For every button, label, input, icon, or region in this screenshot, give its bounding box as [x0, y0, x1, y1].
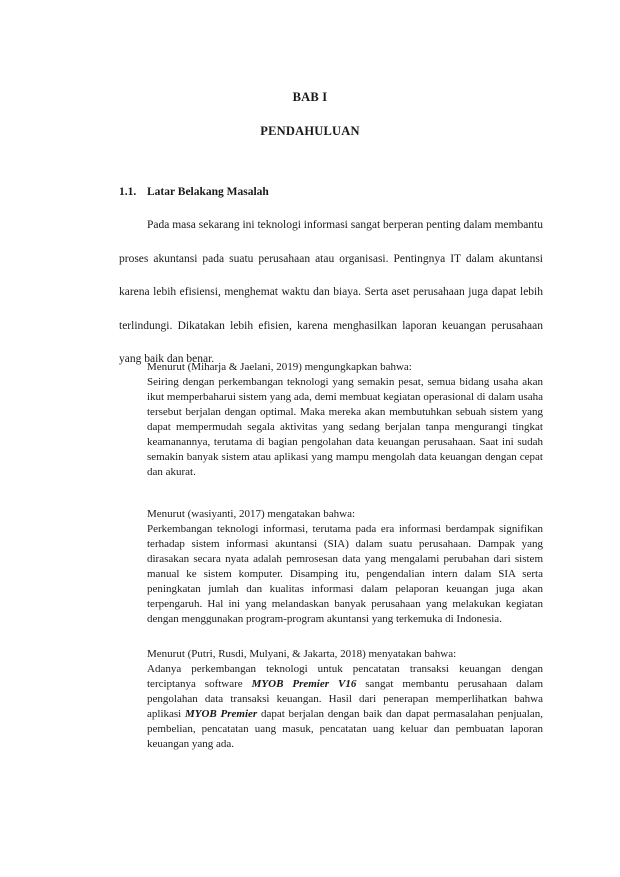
chapter-label: BAB I	[292, 90, 328, 104]
quote-text	[147, 662, 543, 752]
software-name-emphasis: MYOB Premier V16	[251, 678, 357, 690]
quote-block-putri	[147, 647, 543, 752]
quote-text-part: Adanya perkembangan teknologi untuk pencatatan transaksi keuangan dengan terciptanya software	[147, 663, 543, 690]
quote-intro: Menurut (wasiyanti, 2017) mengatakan bahwa:	[147, 508, 356, 520]
software-name-emphasis: MYOB Premier	[184, 708, 258, 720]
quote-intro: Menurut (Miharja & Jaelani, 2019) mengungkapkan bahwa:	[147, 361, 412, 373]
chapter-title: PENDAHULUAN	[260, 124, 360, 138]
intro-paragraph	[119, 209, 543, 377]
quote-text: Perkembangan teknologi informasi, terutama pada era informasi berdampak signifikan terhadap sistem informasi akuntansi (SIA) dalam suatu perusahaan. Dampak yang dirasakan secara nyata adalah pemrosesan data yang mengalami perubahan dari sistem manual ke sistem komputer. Disamping itu, pengendalian intern dalam SIA serta peningkatan jumlah dan kualitas informasi dalam pelaporan keuangan juga akan terpengaruh. Hal ini yang melandaskan banyak perusahaan yang melakukan kegiatan dengan menggunakan program-program akuntansi yang terkemuka di Indonesia.	[147, 523, 543, 625]
quote-text: Seiring dengan perkembangan teknologi yang semakin pesat, semua bidang usaha akan ikut memperbaharui sistem yang ada, demi membuat kegiatan operasional di dalam usaha tersebut berjalan dengan optimal. Maka mereka akan membutuhkan sebuah sistem yang dapat mempermudah segala aktivitas yang sedang berjalan tanpa mengurangi tingkat keamanannya, terutama di bagian pengolahan data keuangan perusahaan. Saat ini sudah semakin banyak sistem atau aplikasi yang mampu mengolah data keuangan dengan cepat dan akurat.	[147, 376, 543, 478]
quote-text-part: dapat berjalan dengan baik dan dapat permasalahan penjualan, pembelian, pencatatan uang masuk, pencatatan uang keluar dan pembuatan laporan keuangan yang ada.	[147, 708, 543, 750]
section-heading	[119, 186, 269, 198]
intro-paragraph-text: Pada masa sekarang ini teknologi informasi sangat berperan penting dalam membantu proses akuntansi pada suatu perusahaan atau organisasi. Pentingnya IT dalam akuntansi karena lebih efisiensi, menghemat waktu dan biaya. Serta aset perusahaan juga dapat lebih terlindungi. Dikatakan lebih efisien, karena menghasilkan laporan keuangan perusahaan yang baik dan benar.	[119, 219, 543, 365]
section-number: 1.1.	[119, 186, 137, 198]
quote-intro: Menurut (Putri, Rusdi, Mulyani, & Jakarta, 2018) menyatakan bahwa:	[147, 648, 457, 660]
quote-block-wasiyanti	[147, 507, 543, 627]
section-title: Latar Belakang Masalah	[147, 186, 269, 198]
quote-text-part: sangat membantu perusahaan dalam pengolahan data transaksi keuangan. Hasil dari penerapan memperlihatkan bahwa aplikasi	[147, 678, 544, 720]
quote-block-miharja	[147, 360, 543, 480]
